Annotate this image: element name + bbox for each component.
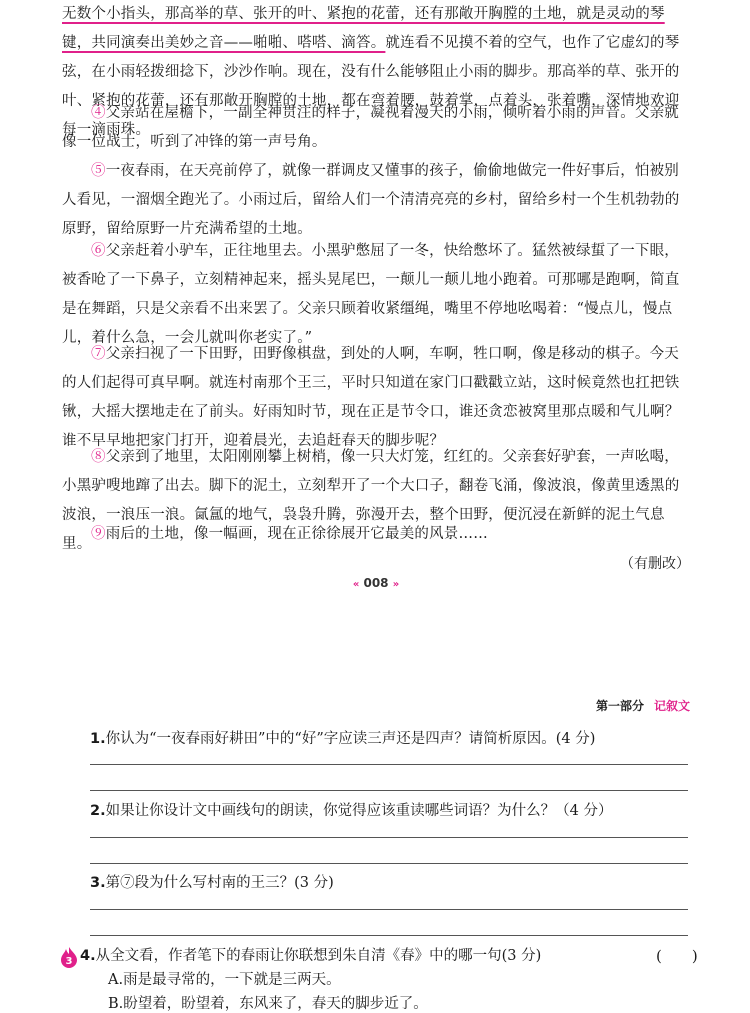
option-b[interactable]: B.盼望着，盼望着，东风来了，春天的脚步近了。 — [108, 996, 428, 1012]
passage-paragraph-9 — [62, 520, 690, 549]
paragraph-number: ⑧ — [91, 449, 106, 465]
answer-line[interactable] — [90, 764, 688, 765]
question-4 — [80, 944, 680, 965]
question-text: 如果让你设计文中画线句的朗读，你觉得应该重读哪些词语？为什么？（4 分） — [105, 803, 613, 819]
question-number: 3. — [90, 875, 106, 891]
option-a[interactable]: A.雨是最寻常的，一下就是三两天。 — [108, 972, 341, 988]
answer-line[interactable] — [90, 790, 688, 791]
answer-line[interactable] — [90, 909, 688, 910]
page-number-value: 008 — [363, 576, 389, 590]
section-tag — [596, 697, 690, 714]
passage-paragraph-5 — [62, 157, 690, 244]
difficulty-flame-icon — [58, 946, 80, 968]
question-number: 2. — [90, 803, 106, 819]
answer-line[interactable] — [90, 837, 688, 838]
question-1 — [90, 727, 690, 748]
right-arrow-icon: » — [392, 579, 400, 590]
paragraph-text: 雨后的土地，像一幅画，现在正徐徐展开它最美的风景…… — [105, 526, 488, 542]
paragraph-number: ⑦ — [91, 346, 106, 362]
paragraph-number: ④ — [91, 105, 106, 121]
question-text: 第⑦段为什么写村南的王三？(3 分) — [105, 875, 334, 891]
paragraph-number: ⑨ — [91, 526, 106, 542]
difficulty-level: 3 — [65, 956, 73, 967]
question-2 — [90, 799, 690, 820]
passage-paragraph-7 — [62, 340, 690, 456]
question-number: 1. — [90, 731, 106, 747]
paragraph-number: ⑤ — [91, 163, 106, 179]
passage-paragraph-6 — [62, 237, 690, 353]
question-number: 4. — [80, 948, 96, 964]
paragraph-text: 就连看不见摸不着的空气，也作了它虚幻的琴弦，在小雨轻拨细捻下，沙沙作响。现在，没有什么能够阻止小雨的脚步。那高举的草、张开的叶、紧抱的花蕾，还有那敞开胸膛的土地，都在弯着腰，鼓着掌，点着头，张着嘴，深情地欢迎每一滴雨珠。 — [62, 35, 680, 138]
question-text: 从全文看，作者笔下的春雨让你联想到朱自清《春》中的哪一句(3 分) — [95, 948, 542, 964]
section-part: 第一部分 — [595, 699, 644, 713]
paragraph-number: ⑥ — [91, 243, 106, 259]
paragraph-text: 父亲扫视了一下田野，田野像棋盘，到处的人啊，车啊，牲口啊，像是移动的棋子。今天的人们起得可真早啊。就连村南那个王三，平时只知道在家门口戳戳立站，这时候竟然也扛把铁锹，大摇大摆地走在了前头。好雨知时节，现在正是节令口，谁还贪恋被窝里那点暖和气儿啊？谁不早早地把家门打开，迎着晨光，去追赶春天的脚步呢？ — [62, 346, 680, 449]
paragraph-text: 一夜春雨，在天亮前停了，就像一群调皮又懂事的孩子，偷偷地做完一件好事后，怕被别人看见，一溜烟全跑光了。小雨过后，留给人们一个清清亮亮的乡村，留给乡村一个生机勃勃的原野，留给原野一片充满希望的土地。 — [62, 163, 680, 237]
answer-line[interactable] — [90, 863, 688, 864]
answer-line[interactable] — [90, 935, 688, 936]
answer-bracket[interactable]: ( ) — [656, 947, 698, 965]
question-3 — [90, 871, 690, 892]
underlined-sentence: 无数个小指头，那高举的草、张开的叶、紧抱的花蕾，还有那敞开胸膛的土地，就是灵动的琴键，共同演奏出美妙之音——啪啪、嗒嗒、滴答。 — [62, 6, 665, 51]
paragraph-text: 父亲站在屋檐下，一副全神贯注的样子，凝视着漫天的小雨，倾听着小雨的声音。父亲就像一位战士，听到了冲锋的第一声号角。 — [62, 105, 679, 150]
paragraph-text: 父亲到了地里，太阳刚刚攀上树梢，像一只大灯笼，红红的。父亲套好驴套，一声吆喝，小黑驴嗖地蹿了出去。脚下的泥土，立刻犁开了一个大口子，翻卷飞涌，像波浪，像黄里透黑的波浪，一浪压一浪。氤氲的地气，袅袅升腾，弥漫开去，整个田野，便沉浸在新鲜的泥土气息里。 — [62, 449, 680, 552]
passage-paragraph-4 — [62, 99, 690, 157]
question-text: 你认为“一夜春雨好耕田”中的“好”字应读三声还是四声？请简析原因。(4 分) — [105, 731, 596, 747]
page-number — [336, 576, 416, 590]
source-note: （有删改） — [620, 556, 690, 572]
section-category: 记叙文 — [653, 699, 690, 713]
paragraph-text: 父亲赶着小驴车，正往地里去。小黑驴憋屈了一冬，快给憋坏了。猛然被绿蜇了一下眼，被香呛了一下鼻子，立刻精神起来，摇头晃尾巴，一颠儿一颠儿地小跑着。可那哪是跑啊，简直是在舞蹈，只是父亲看不出来罢了。父亲只顾着收紧缰绳，嘴里不停地吆喝着：“慢点儿，慢点儿，着什么急，一会儿就叫你老实了。” — [62, 243, 680, 346]
left-arrow-icon: « — [352, 579, 360, 590]
